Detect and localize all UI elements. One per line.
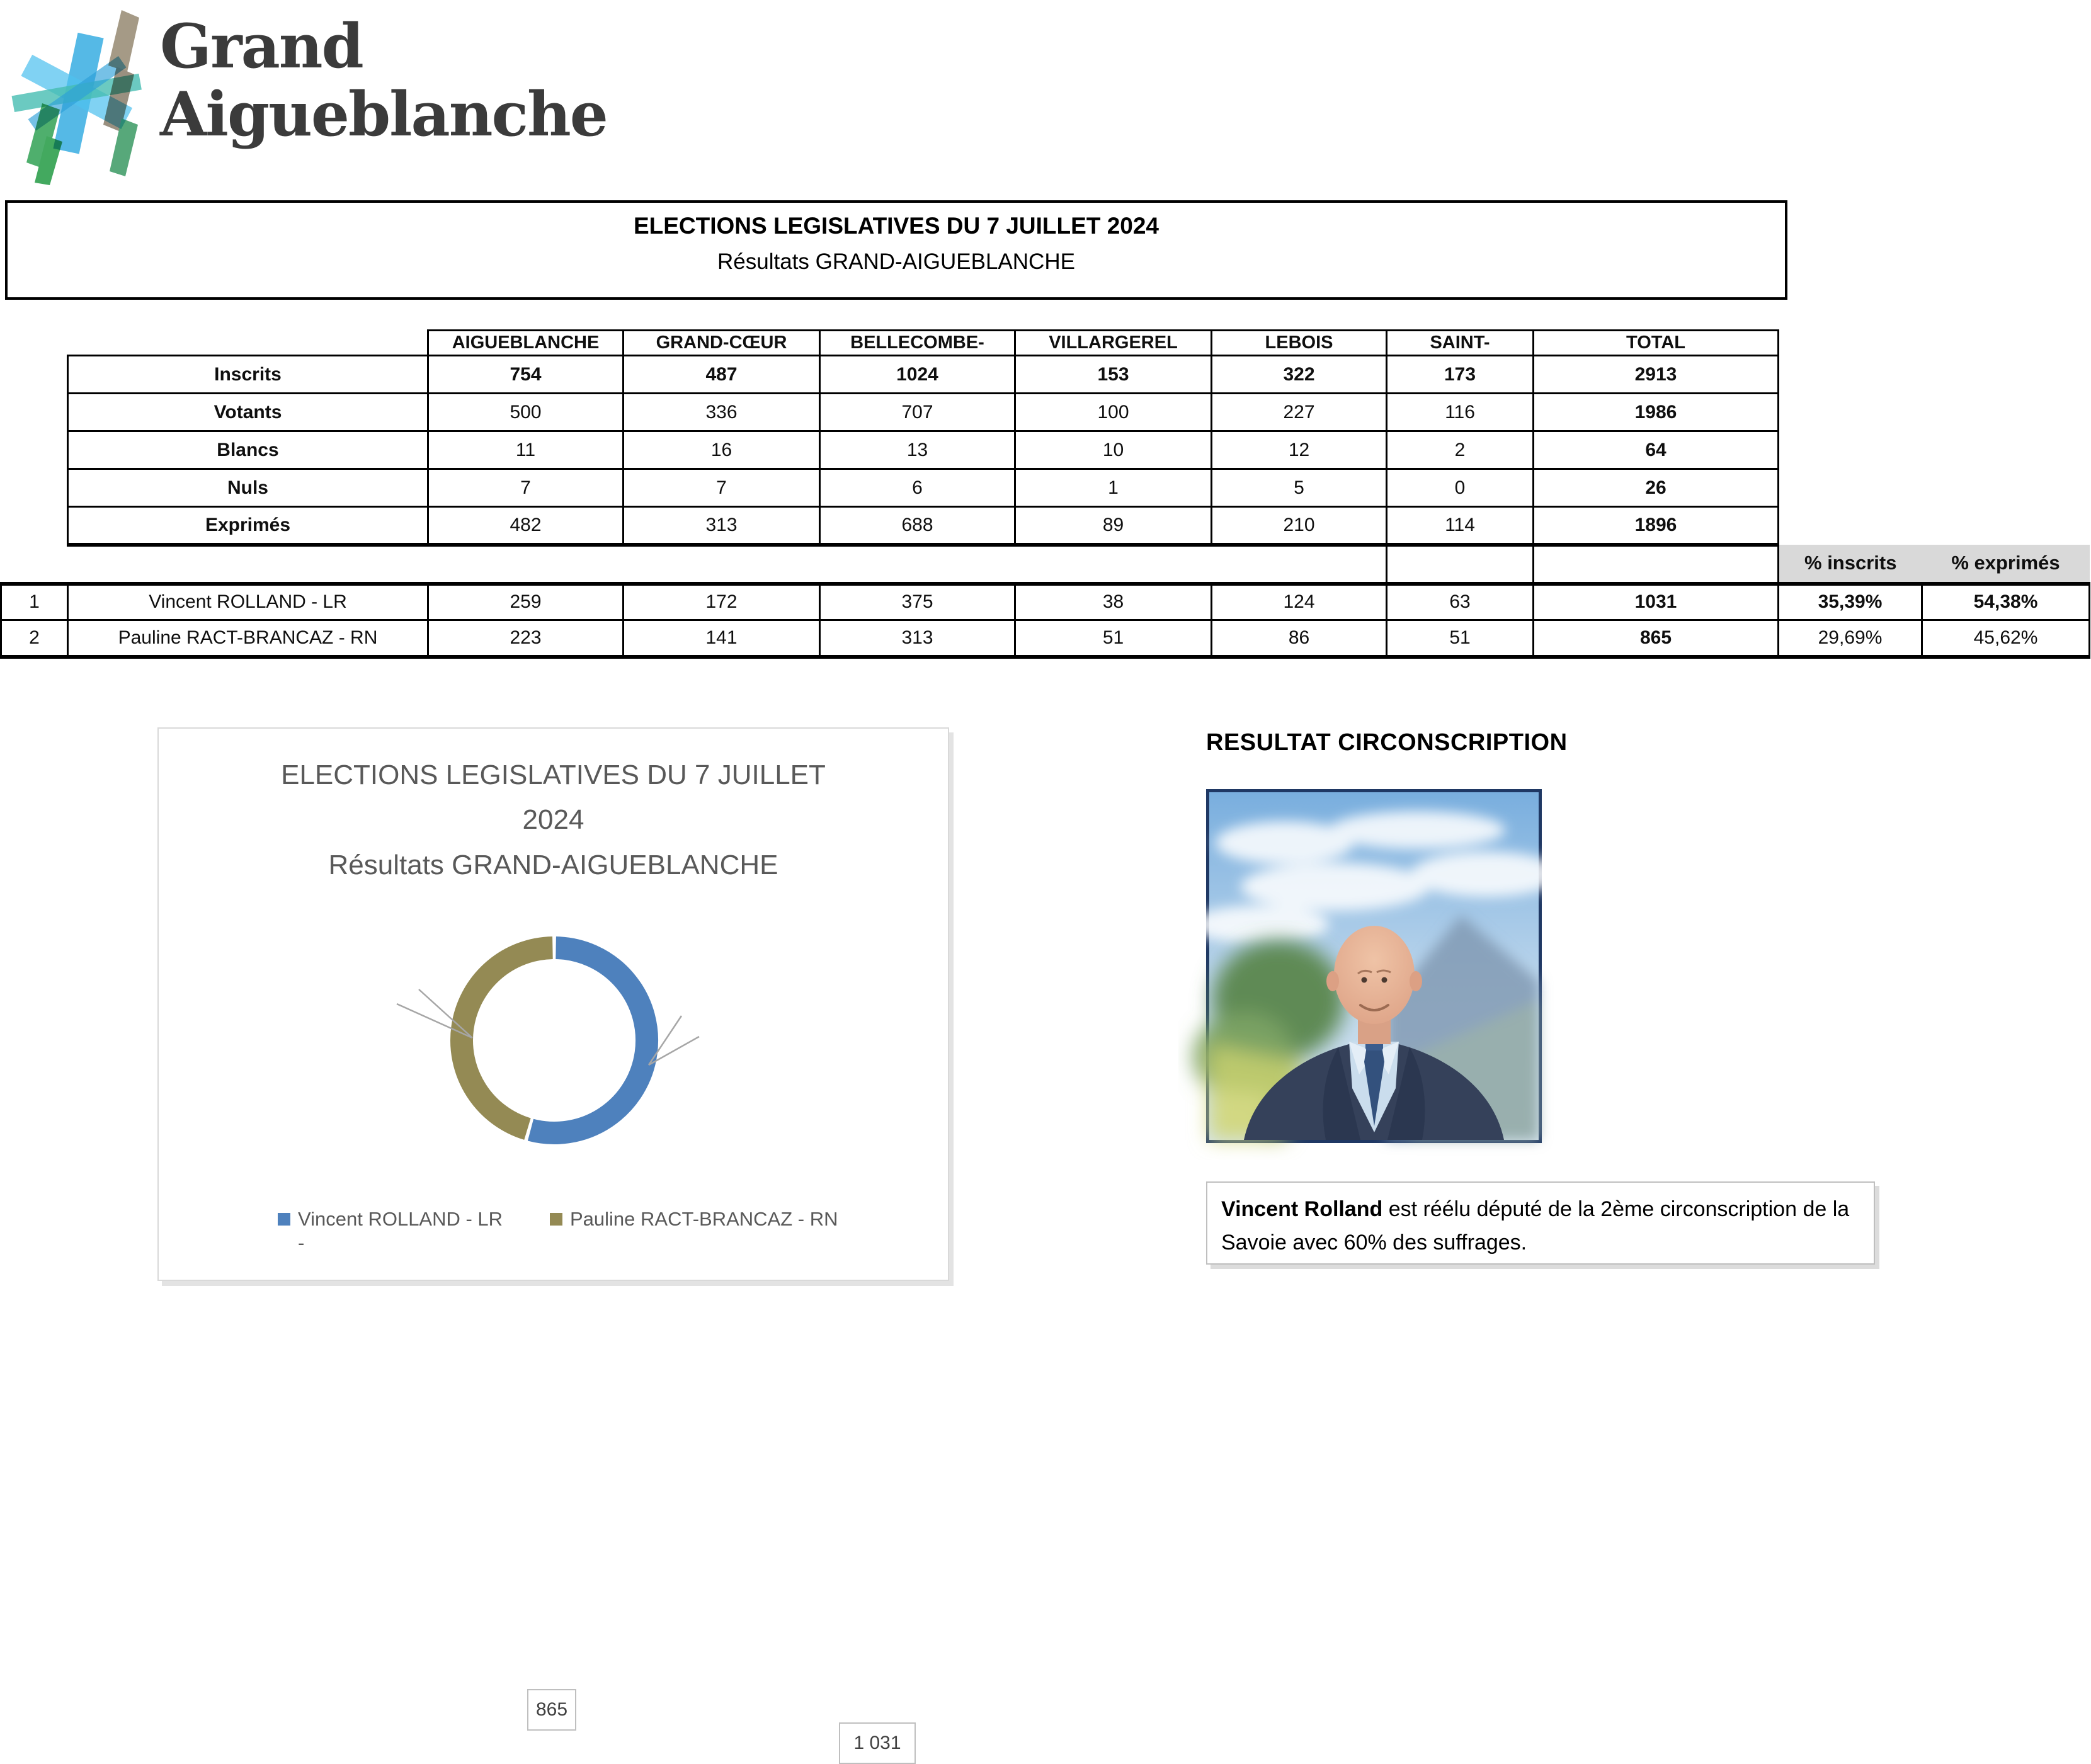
chart-title: ELECTIONS LEGISLATIVES DU 7 JUILLET 2024 Résultats GRAND-AIGUEBLANCHE: [281, 760, 826, 880]
grand-aigueblanche-logo: [14, 4, 607, 185]
col-header-aigueblanche: AIGUEBLANCHE: [428, 331, 624, 356]
col-header-grand-coeur: GRAND-CŒUR: [624, 331, 820, 356]
col-header-total: TOTAL: [1534, 331, 1779, 356]
col-header-villargerel: VILLARGEREL: [1015, 331, 1212, 356]
circonscription-heading: RESULTAT CIRCONSCRIPTION: [1206, 729, 1568, 756]
row-votants: Votants 500 336 707 100 227 116 1986: [1, 394, 2090, 431]
legend-swatch-blue: [278, 1213, 290, 1226]
legend-label-wrap-dash: -: [298, 1232, 305, 1254]
candidate-total: 1031: [1534, 584, 1779, 620]
spacer-cell: [1387, 545, 1534, 584]
row-label: Exprimés: [68, 507, 428, 545]
donut-segment-rolland: [531, 948, 647, 1133]
title-box: [5, 200, 1787, 300]
pct-inscrits-header: % inscrits: [1779, 545, 1922, 584]
row-total: 64: [1534, 431, 1779, 469]
data-label-1031: 1 031: [839, 1722, 916, 1764]
candidate-total: 865: [1534, 620, 1779, 657]
legend-label: Pauline RACT-BRANCAZ - RN: [570, 1208, 838, 1230]
candidate-row-1: 1 Vincent ROLLAND - LR 259 172 375 38 124 63 1031 35,39% 54,38%: [1, 584, 2090, 620]
pct-header-row: [1, 545, 2090, 584]
row-total: 26: [1534, 469, 1779, 507]
candidate-pct-exprimes: 45,62%: [1922, 620, 2090, 657]
legend-item-rolland: [278, 1208, 503, 1231]
candidate-row-2: 2 Pauline RACT-BRANCAZ - RN 223 141 313 51 86 51 865 29,69% 45,62%: [1, 620, 2090, 657]
legend-swatch-olive: [550, 1213, 562, 1226]
row-label: Votants: [68, 394, 428, 431]
row-label: Blancs: [68, 431, 428, 469]
row-exprimes: Exprimés 482 313 688 89 210 114 1896: [1, 507, 2090, 545]
caption-text: est réélu député de la 2ème circonscription de la Savoie avec 60% des suffrages.: [1221, 1197, 1850, 1255]
legend-item-ract-brancaz: [550, 1208, 838, 1231]
legend-label: Vincent ROLLAND - LR: [298, 1208, 503, 1230]
logo-wordmark: [160, 13, 607, 185]
col-header-bellecombe: BELLECOMBE-: [820, 331, 1015, 356]
circonscription-caption: [1206, 1181, 1875, 1265]
candidate-photo: [1206, 789, 1542, 1143]
data-label-865: 865: [527, 1689, 576, 1731]
col-header-saint: SAINT-: [1387, 331, 1534, 356]
row-total: 1986: [1534, 394, 1779, 431]
row-nuls: Nuls 7 7 6 1 5 0 26: [1, 469, 2090, 507]
candidate-name: Vincent ROLLAND - LR: [68, 584, 428, 620]
donut-segment-ract-brancaz: [462, 948, 552, 1129]
pct-exprimes-header: % exprimés: [1922, 545, 2090, 584]
results-table: [0, 329, 2090, 659]
candidate-pct-inscrits: 29,69%: [1779, 620, 1922, 657]
row-total: 2913: [1534, 356, 1779, 394]
commune-header-row: [1, 331, 2090, 356]
row-inscrits: Inscrits 754 487 1024 153 322 173 2913: [1, 356, 2090, 394]
page-subtitle: Résultats GRAND-AIGUEBLANCHE: [717, 249, 1075, 274]
candidate-rank: 2: [1, 620, 68, 657]
row-label: Inscrits: [68, 356, 428, 394]
donut-chart-panel: [157, 727, 949, 1753]
col-header-lebois: LEBOIS: [1212, 331, 1387, 356]
row-total: 1896: [1534, 507, 1779, 545]
row-blancs: Blancs 11 16 13 10 12 2 64: [1, 431, 2090, 469]
logo-word-aigueblanche: Aigueblanche: [160, 78, 607, 150]
candidate-pct-exprimes: 54,38%: [1922, 584, 2090, 620]
caption-candidate-name: Vincent Rolland: [1221, 1197, 1383, 1221]
logo-word-grand: Grand: [160, 11, 363, 82]
spacer-cell: [1534, 545, 1779, 584]
candidate-rank: 1: [1, 584, 68, 620]
candidate-photo-image: [1209, 792, 1539, 1140]
row-label: Nuls: [68, 469, 428, 507]
donut-chart: [159, 729, 949, 1280]
candidate-name: Pauline RACT-BRANCAZ - RN: [68, 620, 428, 657]
logo-mountain-star-icon: [14, 4, 151, 185]
candidate-pct-inscrits: 35,39%: [1779, 584, 1922, 620]
page-title: ELECTIONS LEGISLATIVES DU 7 JUILLET 2024: [633, 213, 1159, 239]
